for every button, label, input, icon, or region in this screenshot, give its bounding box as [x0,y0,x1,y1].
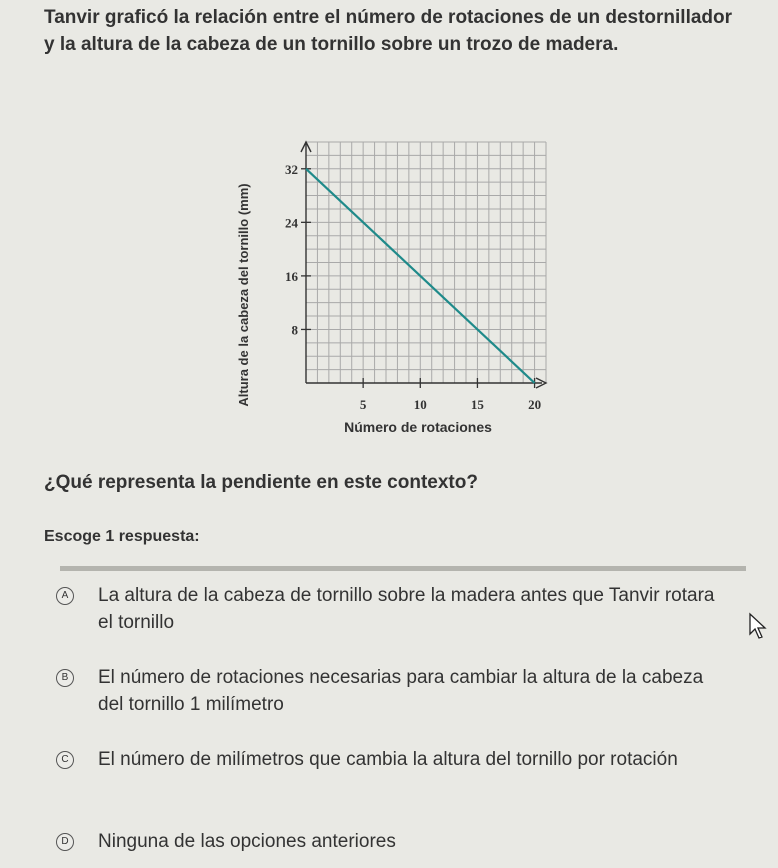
choice-d-text: Ninguna de las opciones anteriores [98,831,396,852]
y-tick-label: 24 [285,215,298,231]
choice-a-radio[interactable]: A [56,587,74,605]
choice-c-text: El número de milímetros que cambia la altura del tornillo por rotación [98,749,678,770]
choice-c-radio[interactable]: C [56,751,74,769]
x-tick-label: 5 [359,397,367,412]
choice-d[interactable] [62,828,722,855]
choice-b-radio[interactable]: B [56,669,74,687]
choice-d-radio[interactable]: D [56,833,74,851]
answer-instruction: Escoge 1 respuesta: [44,528,200,545]
y-axis-label: Altura de la cabeza del tornillo (mm) [236,183,251,407]
problem-statement: Tanvir graficó la relación entre el número de rotaciones de un destornillador y la altura de la cabeza de un tornillo sobre un trozo de madera. [44,7,733,55]
x-axis-label: Número de rotaciones [344,419,492,435]
choice-c[interactable] [62,746,722,773]
chart-svg [228,130,558,440]
x-tick-label: 15 [470,397,484,412]
choice-b[interactable] [62,664,722,718]
chart-ticks [285,162,541,412]
chart-axes [301,142,546,388]
question-text: ¿Qué representa la pendiente en este contexto? [44,472,478,493]
mouse-pointer-icon [748,612,770,642]
y-tick-label: 16 [285,268,298,284]
choice-a[interactable] [62,582,722,636]
y-tick-label: 8 [291,322,298,338]
line-chart [228,130,558,440]
chart-grid [306,142,546,383]
choice-a-text: La altura de la cabeza de tornillo sobre la madera antes que Tanvir rotara el tornillo [98,585,715,633]
x-tick-label: 20 [528,397,542,412]
choice-b-text: El número de rotaciones necesarias para cambiar la altura de la cabeza del tornillo 1 milímetro [98,667,704,715]
y-tick-label: 32 [285,161,298,177]
x-tick-label: 10 [413,397,427,412]
divider [60,566,746,571]
